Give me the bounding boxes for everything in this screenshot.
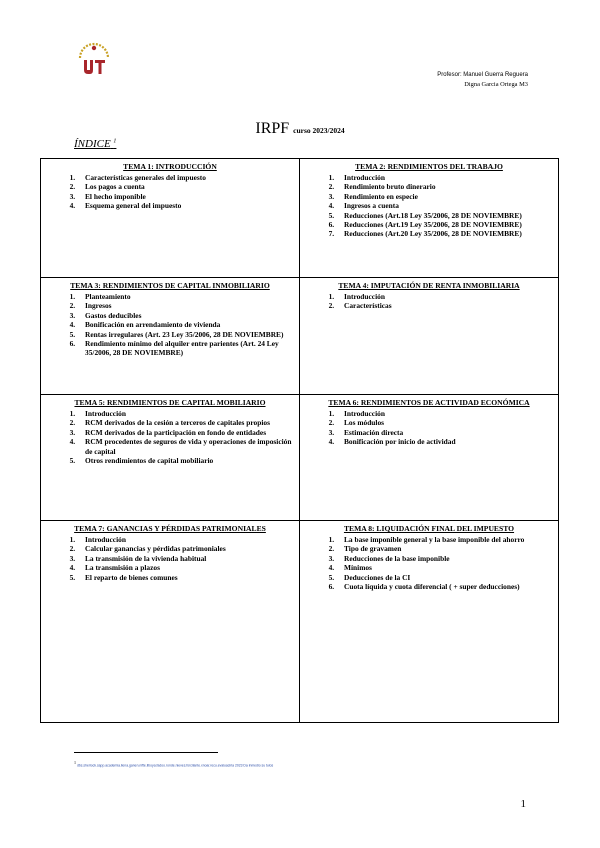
topic-list <box>45 535 295 582</box>
footnote <box>74 760 273 768</box>
topic-title: TEMA 4: IMPUTACIÓN DE RENTA INMOBILIARIA <box>338 281 520 290</box>
topics-grid <box>40 158 559 723</box>
topic-item: 3. La transmisión de la vivienda habitual <box>77 554 295 563</box>
topic-title: TEMA 6: RENDIMIENTOS DE ACTIVIDAD ECONÓMICA <box>328 398 530 407</box>
topic-cell <box>300 278 559 395</box>
topic-cell <box>300 159 559 278</box>
topic-list <box>45 292 295 358</box>
topic-item: 1. La base imponible general y la base imponible del ahorro <box>336 535 554 544</box>
topic-item: 4. Esquema general del impuesto <box>77 201 295 210</box>
topic-item: 5. Rentas irregulares (Art. 23 Ley 35/2006, 28 DE NOVIEMBRE) <box>77 330 295 339</box>
topic-item: 6. Cuota líquida y cuota diferencial ( + super deducciones) <box>336 582 554 591</box>
topic-item: 2. Características <box>336 301 554 310</box>
topic-cell <box>300 521 559 723</box>
topic-item: 4. La transmisión a plazos <box>77 563 295 572</box>
index-label: ÍNDICE <box>74 138 111 150</box>
topic-cell <box>41 278 300 395</box>
index-footnote-ref[interactable]: 1 <box>113 138 117 145</box>
topic-item: 4. Mínimos <box>336 563 554 572</box>
topic-item: 2. Los módulos <box>336 418 554 427</box>
topic-item: 2. Los pagos a cuenta <box>77 182 295 191</box>
topic-cell <box>300 395 559 521</box>
topic-item: 2. Ingresos <box>77 301 295 310</box>
topic-item: 2. Rendimiento bruto dinerario <box>336 182 554 191</box>
topic-item: 2. Tipo de gravamen <box>336 544 554 553</box>
university-logo <box>74 38 114 78</box>
topic-cell <box>41 395 300 521</box>
topic-item: 2. Calcular ganancias y pérdidas patrimoniales <box>77 544 295 553</box>
topic-item: 5. El reparto de bienes comunes <box>77 573 295 582</box>
topic-cell <box>41 521 300 723</box>
topic-item: 3. Reducciones de la base imponible <box>336 554 554 563</box>
topic-list <box>45 409 295 465</box>
topic-title: TEMA 1: INTRODUCCIÓN <box>123 162 217 171</box>
topic-item: 6. Reducciones (Art.19 Ley 35/2006, 28 DE NOVIEMBRE) <box>336 220 554 229</box>
topic-item: 3. RCM derivados de la participación en fondo de entidades <box>77 428 295 437</box>
title-main: IRPF <box>255 120 290 137</box>
title-course: curso 2023/2024 <box>293 126 345 135</box>
topic-item: 1. Introducción <box>336 173 554 182</box>
topic-item: 1. Características generales del impuesto <box>77 173 295 182</box>
topic-item: 1. Introducción <box>336 409 554 418</box>
topic-item: 3. Rendimiento en especie <box>336 192 554 201</box>
topic-item: 5. Deducciones de la CI <box>336 573 554 582</box>
document-title <box>0 120 600 138</box>
topic-title: TEMA 8: LIQUIDACIÓN FINAL DEL IMPUESTO <box>343 524 515 533</box>
footnote-separator <box>74 752 218 753</box>
topic-item: 4. Bonificación en arrendamiento de vivienda <box>77 320 295 329</box>
topic-title: TEMA 7: GANANCIAS Y PÉRDIDAS PATRIMONIALES <box>74 524 266 533</box>
topic-cell <box>41 159 300 278</box>
topic-list <box>45 173 295 211</box>
topic-item: 1. Introducción <box>77 409 295 418</box>
topic-item: 1. Planteamiento <box>77 292 295 301</box>
topic-item: 5. Reducciones (Art.18 Ley 35/2006, 28 DE NOVIEMBRE) <box>336 211 554 220</box>
topic-list <box>304 292 554 311</box>
topic-item: 3. El hecho imponible <box>77 192 295 201</box>
topic-item: 3. Gastos deducibles <box>77 311 295 320</box>
topic-item: 7. Reducciones (Art.20 Ley 35/2006, 28 DE NOVIEMBRE) <box>336 229 554 238</box>
topic-list <box>304 535 554 591</box>
header-info <box>437 70 528 90</box>
topic-list <box>304 173 554 239</box>
page-number: 1 <box>520 798 526 810</box>
topic-title: TEMA 2: RENDIMIENTOS DEL TRABAJO <box>355 162 503 171</box>
topic-item: 4. RCM procedentes de seguros de vida y operaciones de imposición de capital <box>77 437 295 456</box>
topic-item: 5. Otros rendimientos de capital mobiliario <box>77 456 295 465</box>
topic-title: TEMA 3: RENDIMIENTOS DE CAPITAL INMOBILIARIO <box>70 281 270 290</box>
footnote-marker: 1 <box>74 760 76 765</box>
index-heading <box>74 138 116 150</box>
topic-item: 3. Estimación directa <box>336 428 554 437</box>
topic-list <box>304 409 554 447</box>
topic-item: 6. Rendimiento mínimo del alquiler entre parientes (Art. 24 Ley 35/2006, 28 DE NOVIEMBRE) <box>77 339 295 358</box>
topic-item: 1. Introducción <box>336 292 554 301</box>
topic-title: TEMA 5: RENDIMIENTOS DE CAPITAL MOBILIARIO <box>74 398 266 407</box>
topic-item: 4. Ingresos a cuenta <box>336 201 554 210</box>
topic-item: 4. Bonificación por inicio de actividad <box>336 437 554 446</box>
topic-item: 1. Introducción <box>77 535 295 544</box>
author-name: Digna Garcia Ortega M3 <box>464 81 528 88</box>
professor-name: Profesor: Manuel Guerra Reguera <box>437 72 528 78</box>
topic-item: 2. RCM derivados de la cesión a terceros de capitales propios <box>77 418 295 427</box>
footnote-link[interactable]: dbs.sherlock.sapp.academia.liena.ganen.nifte.liboya.fadoo.ronde.nieves.forcilante.xnoar.recu.evaluaciria 2023 Da inmedio su tulos <box>77 763 274 768</box>
